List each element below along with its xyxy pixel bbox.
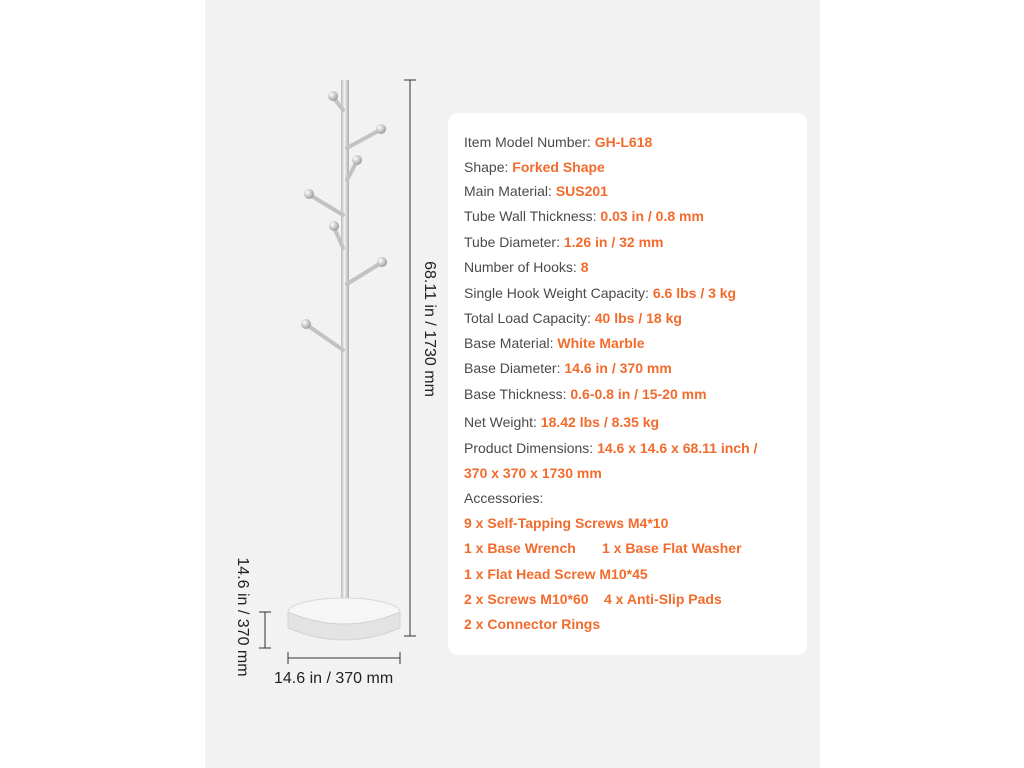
dimension-lines xyxy=(259,80,416,664)
accessories-label: Accessories: xyxy=(464,490,544,506)
accessory-item: 1 x Base Flat Washer xyxy=(602,540,742,556)
base-width-dimension-label: 14.6 in / 370 mm xyxy=(274,670,394,687)
spec-product-dimensions: Product Dimensions: 14.6 x 14.6 x 68.11 inch / xyxy=(464,440,758,456)
spec-total-load-capacity: Total Load Capacity: 40 lbs / 18 kg xyxy=(464,310,682,326)
spec-tube-diameter: Tube Diameter: 1.26 in / 32 mm xyxy=(464,234,664,250)
spec-net-weight: Net Weight: 18.42 lbs / 8.35 kg xyxy=(464,414,660,430)
accessory-row-1 xyxy=(464,514,668,532)
height-dimension-label: 68.11 in / 1730 mm xyxy=(421,261,438,397)
accessory-item: 1 x Base Wrench xyxy=(464,540,576,556)
spec-single-hook-capacity: Single Hook Weight Capacity: 6.6 lbs / 3 kg xyxy=(464,285,737,301)
spec-main-material: Main Material: SUS201 xyxy=(464,183,608,199)
base-height-dimension-label: 14.6 in / 370 mm xyxy=(234,557,251,677)
accessory-row-4 xyxy=(464,590,722,608)
spec-base-material: Base Material: White Marble xyxy=(464,335,645,351)
spec-shape: Shape: Forked Shape xyxy=(464,159,605,175)
spec-base-diameter: Base Diameter: 14.6 in / 370 mm xyxy=(464,360,672,376)
accessory-row-5 xyxy=(464,615,600,633)
accessory-item: 4 x Anti-Slip Pads xyxy=(604,591,722,607)
accessory-row-3 xyxy=(464,565,648,583)
accessory-item: 2 x Connector Rings xyxy=(464,616,601,632)
spec-model-number: Item Model Number: GH-L618 xyxy=(464,134,653,150)
accessory-item: 1 x Flat Head Screw M10*45 xyxy=(464,566,648,582)
spec-tube-wall-thickness: Tube Wall Thickness: 0.03 in / 0.8 mm xyxy=(464,208,704,224)
spec-base-thickness: Base Thickness: 0.6-0.8 in / 15-20 mm xyxy=(464,386,707,402)
spec-product-dimensions-cont: 370 x 370 x 1730 mm xyxy=(464,465,602,481)
accessory-item: 9 x Self-Tapping Screws M4*10 xyxy=(464,515,669,531)
spec-number-of-hooks: Number of Hooks: 8 xyxy=(464,259,589,275)
accessory-row-2 xyxy=(464,539,742,557)
rack-pole xyxy=(341,80,349,608)
accessory-item: 2 x Screws M10*60 xyxy=(464,591,589,607)
